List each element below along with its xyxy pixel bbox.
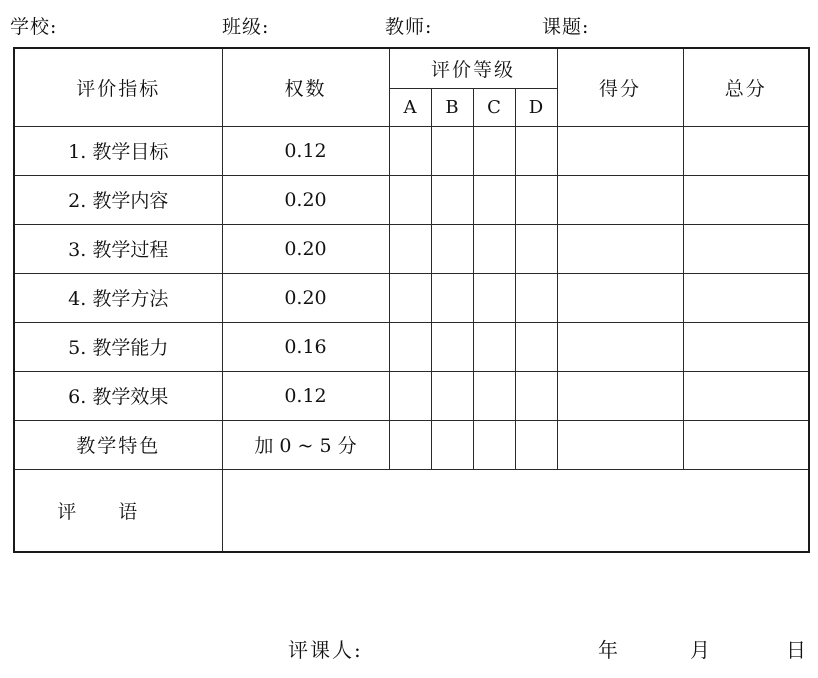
header-score: 得分 <box>557 48 683 126</box>
grade-cell-d[interactable] <box>515 371 557 420</box>
score-cell[interactable] <box>557 273 683 322</box>
table-row <box>14 273 809 322</box>
header-weight: 权数 <box>222 48 389 126</box>
grade-cell-d[interactable] <box>515 420 557 469</box>
grade-cell-a[interactable] <box>389 322 431 371</box>
class-label: 班级: <box>222 16 270 38</box>
grade-cell-a[interactable] <box>389 420 431 469</box>
indicator-cell: 4. 教学方法 <box>14 273 222 322</box>
indicator-cell: 5. 教学能力 <box>14 322 222 371</box>
total-cell[interactable] <box>683 322 809 371</box>
table-row <box>14 175 809 224</box>
grade-c: C <box>473 88 515 126</box>
school-label: 学校: <box>10 16 58 38</box>
comment-label: 评语 <box>14 469 222 552</box>
day-label: 日 <box>786 638 806 662</box>
indicator-cell: 6. 教学效果 <box>14 371 222 420</box>
grade-cell-c[interactable] <box>473 126 515 175</box>
grade-cell-d[interactable] <box>515 126 557 175</box>
year-label: 年 <box>598 638 618 662</box>
table-row <box>14 420 809 469</box>
score-cell[interactable] <box>557 420 683 469</box>
grade-cell-c[interactable] <box>473 224 515 273</box>
header-indicator: 评价指标 <box>14 48 222 126</box>
total-cell[interactable] <box>683 371 809 420</box>
weight-cell: 0.20 <box>222 224 389 273</box>
table-row <box>14 322 809 371</box>
grade-a: A <box>389 88 431 126</box>
comment-field[interactable] <box>222 469 809 552</box>
grade-cell-c[interactable] <box>473 273 515 322</box>
weight-cell: 加 0 ~ 5 分 <box>222 420 389 469</box>
teacher-label: 教师: <box>385 16 433 38</box>
evaluation-table <box>13 47 810 553</box>
score-cell[interactable] <box>557 322 683 371</box>
grade-cell-d[interactable] <box>515 224 557 273</box>
grade-cell-b[interactable] <box>431 322 473 371</box>
grade-cell-a[interactable] <box>389 126 431 175</box>
grade-cell-c[interactable] <box>473 175 515 224</box>
indicator-cell: 教学特色 <box>14 420 222 469</box>
grade-cell-c[interactable] <box>473 371 515 420</box>
grade-cell-a[interactable] <box>389 371 431 420</box>
score-cell[interactable] <box>557 371 683 420</box>
topic-label: 课题: <box>542 16 590 38</box>
score-cell[interactable] <box>557 126 683 175</box>
grade-cell-d[interactable] <box>515 175 557 224</box>
comment-row <box>14 469 809 552</box>
weight-cell: 0.16 <box>222 322 389 371</box>
month-label: 月 <box>690 638 710 662</box>
table-row <box>14 126 809 175</box>
grade-b: B <box>431 88 473 126</box>
grade-cell-a[interactable] <box>389 273 431 322</box>
total-cell[interactable] <box>683 126 809 175</box>
score-cell[interactable] <box>557 224 683 273</box>
score-cell[interactable] <box>557 175 683 224</box>
weight-cell: 0.12 <box>222 126 389 175</box>
header-total: 总分 <box>683 48 809 126</box>
grade-cell-a[interactable] <box>389 175 431 224</box>
weight-cell: 0.12 <box>222 371 389 420</box>
grade-cell-b[interactable] <box>431 224 473 273</box>
grade-cell-b[interactable] <box>431 420 473 469</box>
table-row <box>14 224 809 273</box>
grade-cell-b[interactable] <box>431 273 473 322</box>
grade-cell-d[interactable] <box>515 273 557 322</box>
weight-cell: 0.20 <box>222 175 389 224</box>
indicator-cell: 3. 教学过程 <box>14 224 222 273</box>
grade-cell-b[interactable] <box>431 371 473 420</box>
total-cell[interactable] <box>683 420 809 469</box>
total-cell[interactable] <box>683 175 809 224</box>
grade-cell-a[interactable] <box>389 224 431 273</box>
grade-cell-b[interactable] <box>431 175 473 224</box>
indicator-cell: 2. 教学内容 <box>14 175 222 224</box>
grade-cell-c[interactable] <box>473 322 515 371</box>
total-cell[interactable] <box>683 273 809 322</box>
indicator-cell: 1. 教学目标 <box>14 126 222 175</box>
table-row <box>14 371 809 420</box>
grade-cell-b[interactable] <box>431 126 473 175</box>
weight-cell: 0.20 <box>222 273 389 322</box>
header-grade: 评价等级 <box>389 48 557 88</box>
grade-cell-d[interactable] <box>515 322 557 371</box>
grade-cell-c[interactable] <box>473 420 515 469</box>
reviewer-label: 评课人: <box>288 638 363 662</box>
total-cell[interactable] <box>683 224 809 273</box>
grade-d: D <box>515 88 557 126</box>
